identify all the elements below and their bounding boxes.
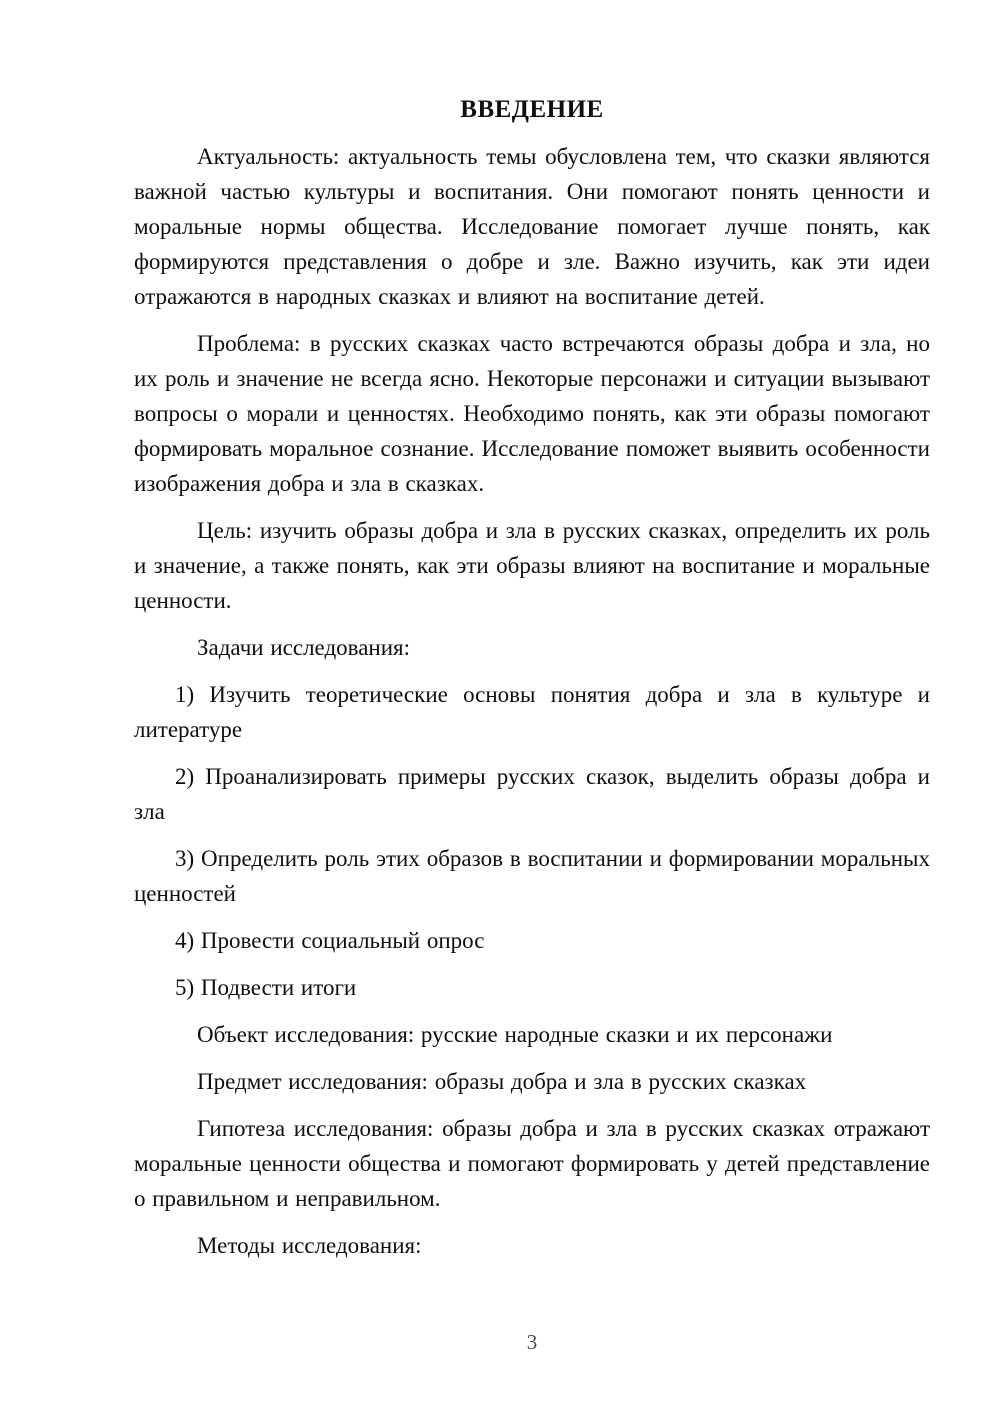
paragraph-tsel: Цель: изучить образы добра и зла в русских сказках, определить их роль и значение, а также понять, как эти образы влияют на воспитание и моральные ценности.: [134, 518, 930, 613]
paragraph-obekt: Объект исследования: русские народные сказки и их персонажи: [197, 1022, 833, 1047]
paragraph-metody-heading: Методы исследования:: [197, 1233, 422, 1258]
paragraph-gipoteza: Гипотеза исследования: образы добра и зла в русских сказках отражают моральные ценности общества и помогают формировать у детей представление о правильном и неправильном.: [134, 1116, 930, 1211]
paragraph-problema: Проблема: в русских сказках часто встречаются образы добра и зла, но их роль и значение не всегда ясно. Некоторые персонажи и ситуации вызывают вопросы о морали и ценностях. Необходимо понять, как эти образы помогают формировать моральное сознание. Исследование поможет выявить особенности изображения добра и зла в сказках.: [134, 331, 930, 496]
task-item-5: 5) Подвести итоги: [175, 975, 357, 1000]
page-number: 3: [526, 1330, 538, 1354]
paragraph-aktualnost: Актуальность: актуальность темы обусловлена тем, что сказки являются важной частью культуры и воспитания. Они помогают понять ценности и моральные нормы общества. Исследование помогает лучше понять, как формируются представления о добре и зле. Важно изучить, как эти идеи отражаются в народных сказках и влияют на воспитание детей.: [134, 144, 930, 309]
task-item-3: 3) Определить роль этих образов в воспитании и формировании моральных ценностей: [134, 846, 930, 906]
task-item-2: 2) Проанализировать примеры русских сказок, выделить образы добра и зла: [134, 764, 930, 824]
task-item-4: 4) Провести социальный опрос: [175, 928, 485, 953]
task-item-1: 1) Изучить теоретические основы понятия добра и зла в культуре и литературе: [134, 682, 930, 742]
paragraph-zadachi-heading: Задачи исследования:: [197, 635, 411, 660]
page-title: ВВЕДЕНИЕ: [460, 96, 604, 123]
paragraph-predmet: Предмет исследования: образы добра и зла в русских сказках: [197, 1069, 807, 1094]
